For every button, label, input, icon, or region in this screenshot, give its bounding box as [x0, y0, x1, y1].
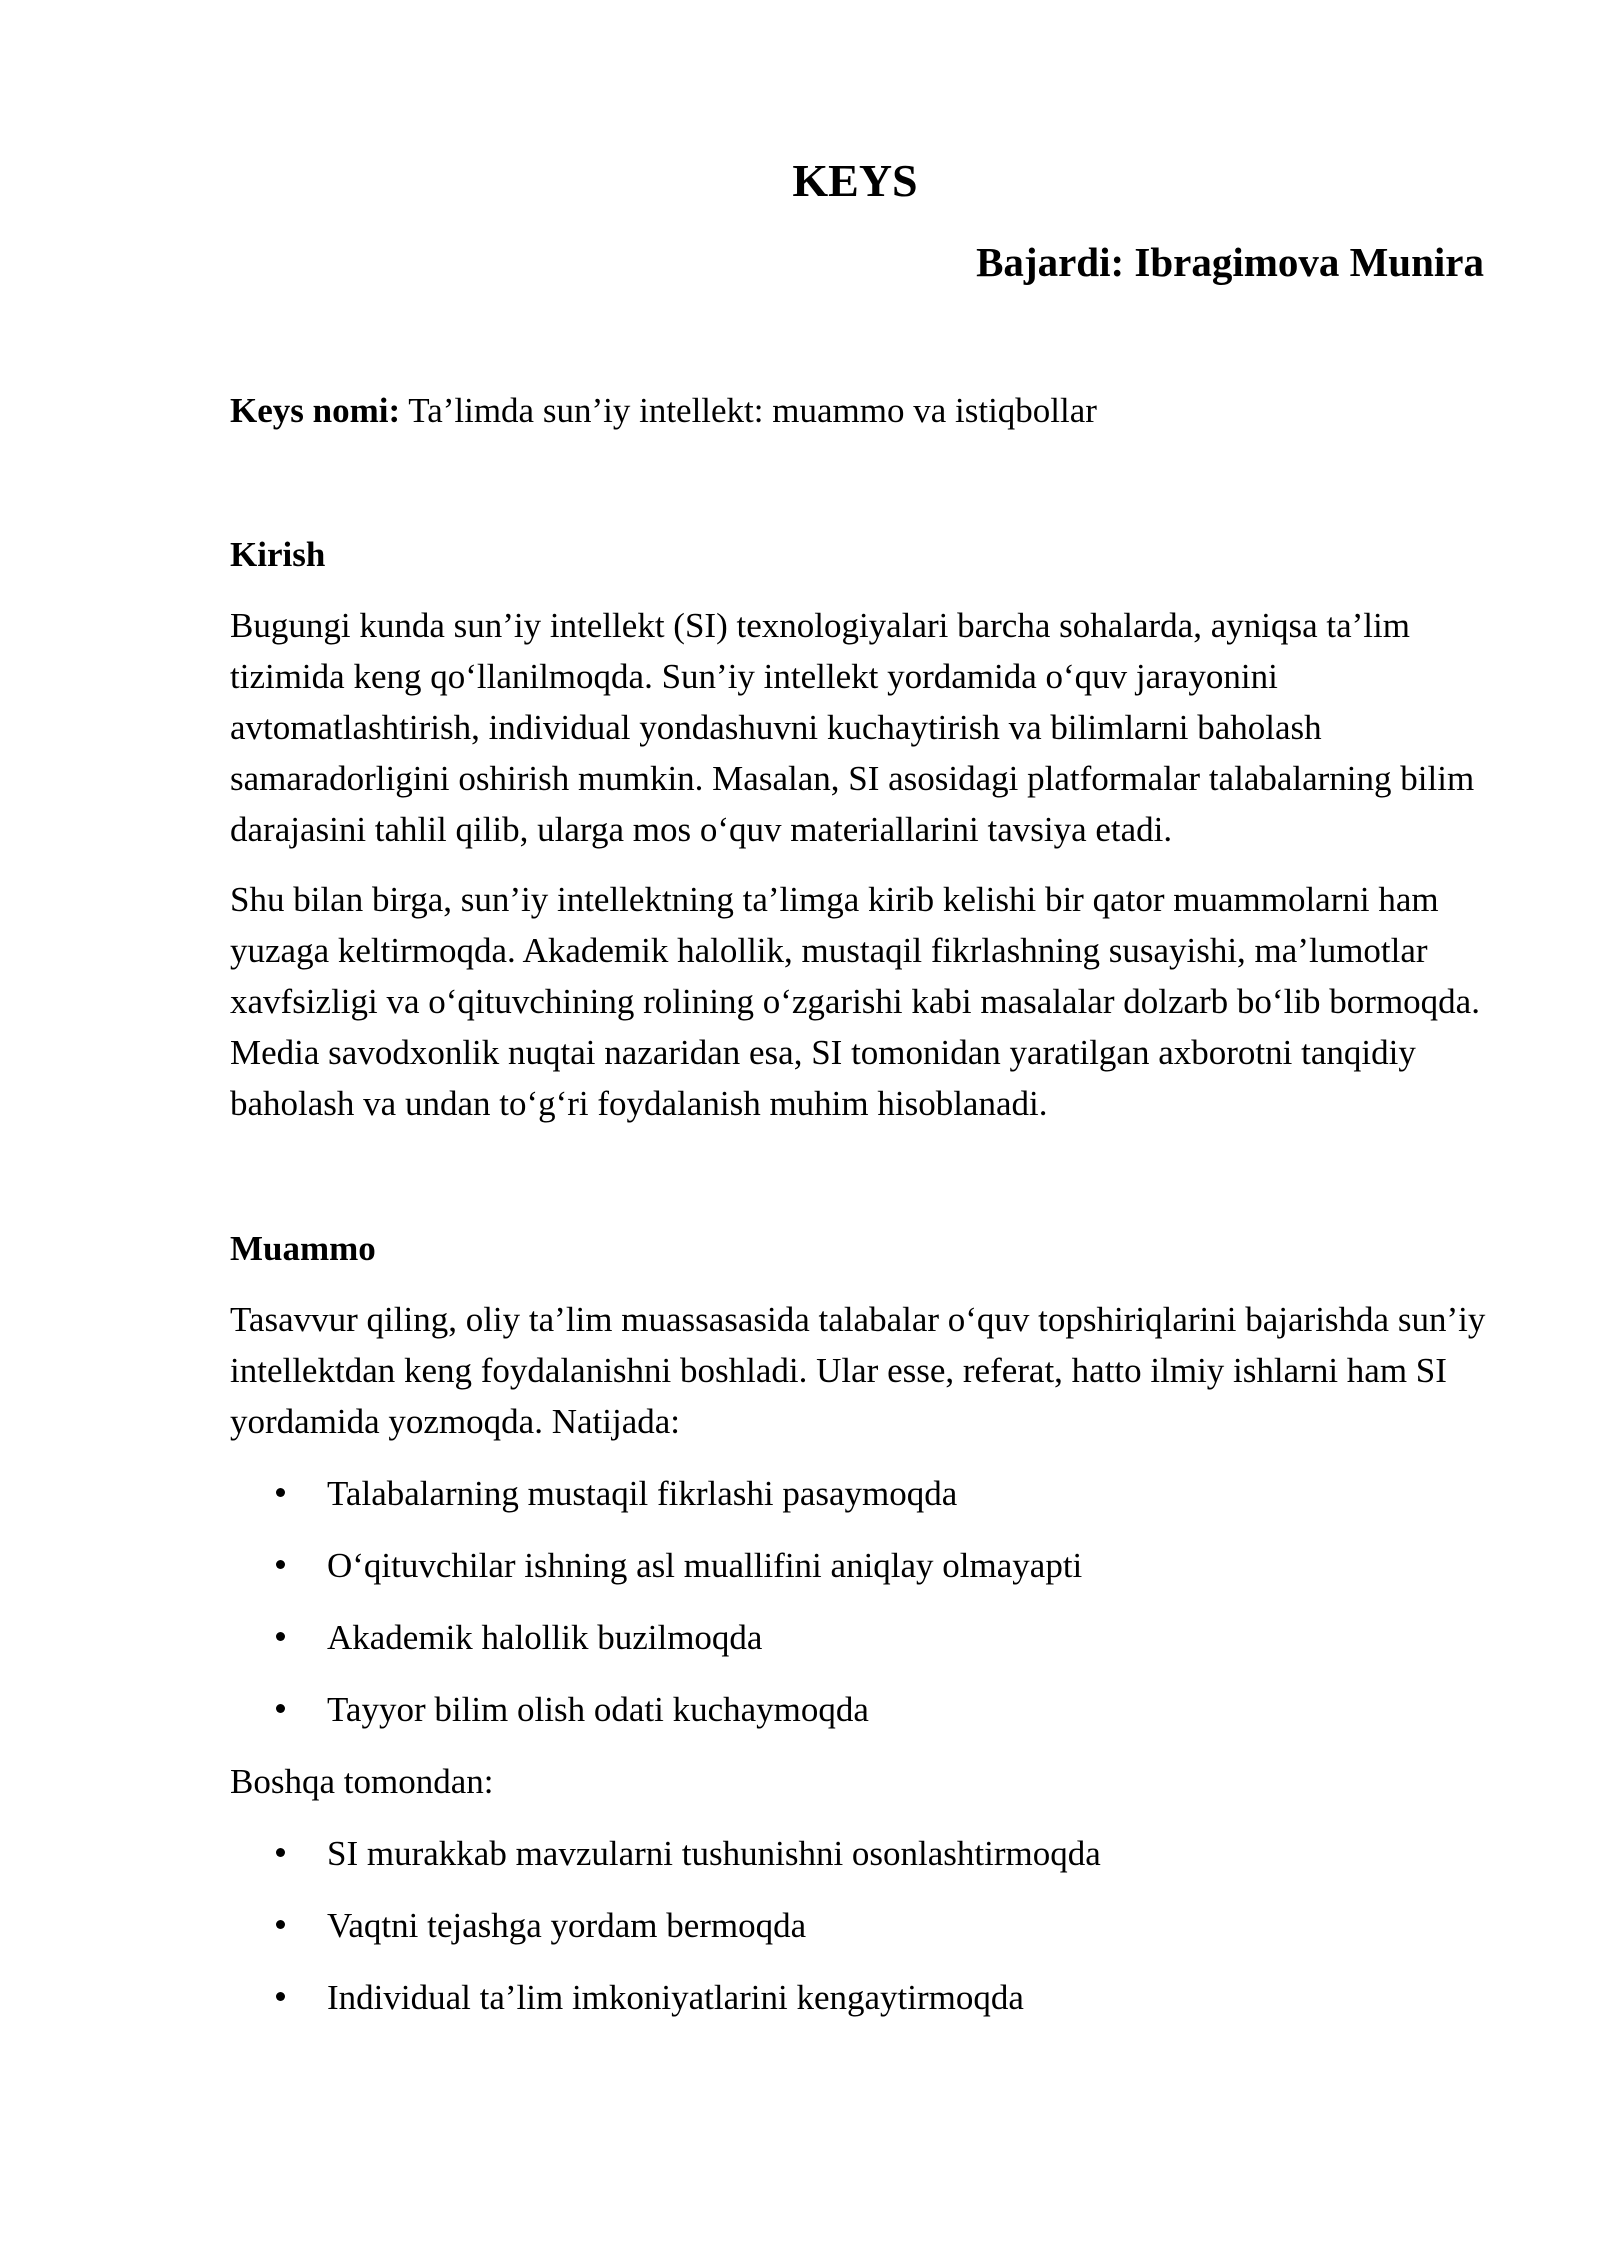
author-line: Bajardi: Ibragimova Munira [976, 239, 1484, 285]
section-heading-muammo: Muammo [230, 1229, 376, 1268]
list-item-text: Tayyor bilim olish odati kuchaymoqda [327, 1690, 869, 1729]
list-item-text: Akademik halollik buzilmoqda [327, 1618, 763, 1657]
bullet-icon [276, 1992, 285, 2001]
other-side-intro: Boshqa tomondan: [230, 1762, 494, 1801]
document-body [230, 385, 1500, 2023]
case-name-label: Keys nomi: [230, 391, 401, 430]
paragraph: Shu bilan birga, sun’iy intellektning ta’limga kirib kelishi bir qator muammolarni ham yuzaga keltirmoqda. Akademik halollik, mustaqil fikrlashning susayishi, ma’lumotlar xavfsizligi va o‘qituvchining rolining o‘zgarishi kabi masalalar dolzarb bo‘lib bormoqda. Media savodxonlik nuqtai nazaridan esa, SI tomonidan yaratilgan axborotni tanqidiy baholash va undan to‘g‘ri foydalanish muhim hisoblanadi. [230, 880, 1480, 1123]
list-item [230, 1612, 1500, 1663]
document-title: KEYS [792, 155, 918, 206]
section-heading-kirish: Kirish [230, 535, 326, 574]
case-name [230, 385, 1500, 436]
list-item [230, 1684, 1500, 1735]
list-item-text: SI murakkab mavzularni tushunishni osonlashtirmoqda [327, 1834, 1101, 1873]
list-item [230, 1540, 1500, 1591]
case-name-value: Ta’limda sun’iy intellekt: muammo va istiqbollar [400, 391, 1097, 430]
list-item [230, 1468, 1500, 1519]
list-item [230, 1828, 1500, 1879]
list-item-text: Talabalarning mustaqil fikrlashi pasaymoqda [327, 1474, 958, 1513]
benefits-list [230, 1828, 1500, 2023]
list-item [230, 1972, 1500, 2023]
bullet-icon [276, 1560, 285, 1569]
bullet-icon [276, 1488, 285, 1497]
bullet-icon [276, 1920, 285, 1929]
list-item-text: Vaqtni tejashga yordam bermoqda [327, 1906, 807, 1945]
bullet-icon [276, 1704, 285, 1713]
consequences-list [230, 1468, 1500, 1735]
list-item-text: O‘qituvchilar ishning asl muallifini aniqlay olmayapti [327, 1546, 1083, 1585]
list-item [230, 1900, 1500, 1951]
paragraph: Bugungi kunda sun’iy intellekt (SI) texnologiyalari barcha sohalarda, ayniqsa ta’lim tizimida keng qo‘llanilmoqda. Sun’iy intellekt yordamida o‘quv jarayonini avtomatlashtirish, individual yondashuvni kuchaytirish va bilimlarni baholash samaradorligini oshirish mumkin. Masalan, SI asosidagi platformalar talabalarning bilim darajasini tahlil qilib, ularga mos o‘quv materiallarini tavsiya etadi. [230, 606, 1475, 849]
bullet-icon [276, 1848, 285, 1857]
list-item-text: Individual ta’lim imkoniyatlarini kengaytirmoqda [327, 1978, 1024, 2017]
bullet-icon [276, 1632, 285, 1641]
paragraph: Tasavvur qiling, oliy ta’lim muassasasida talabalar o‘quv topshiriqlarini bajarishda sun’iy intellektdan keng foydalanishni boshladi. Ular esse, referat, hatto ilmiy ishlarni ham SI yordamida yozmoqda. Natijada: [230, 1300, 1486, 1441]
